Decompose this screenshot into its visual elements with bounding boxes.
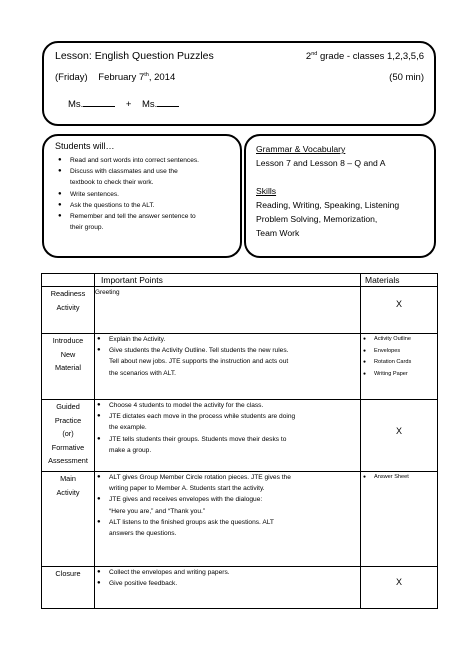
skills-line: Problem Solving, Memorization, — [256, 214, 378, 224]
teacher-two-label: Ms. — [142, 99, 158, 110]
point-item-continuation: writing paper to Member A. Students start the activity. — [109, 485, 265, 493]
points-cell — [95, 287, 361, 334]
lesson-day: (Friday) — [55, 72, 88, 84]
grammar-lessons: Lesson 7 and Lesson 8 – Q and A — [256, 158, 386, 168]
grammar-vocabulary-box — [244, 134, 436, 258]
objective-item: ● Read and sort words into correct sentences. — [56, 155, 199, 166]
materials-header: Materials — [361, 274, 438, 287]
table-row — [42, 400, 438, 472]
points-cell — [95, 400, 361, 472]
materials-cell — [361, 567, 438, 609]
label-line: Activity — [56, 487, 80, 497]
label-line: Closure — [55, 569, 81, 578]
materials-cell — [361, 334, 438, 400]
grade-number: 2 — [305, 51, 312, 63]
row-label-guided-practice — [42, 400, 95, 472]
table-row — [42, 334, 438, 400]
table-row — [42, 472, 438, 567]
points-list — [95, 472, 360, 539]
x-mark: X — [395, 577, 402, 587]
material-item: ● Envelopes — [361, 346, 437, 358]
label-line: Practice — [54, 415, 82, 425]
objective-item: ● Write sentences. — [56, 189, 199, 200]
objective-item-continuation: their group. — [70, 224, 104, 232]
teacher-one-blank — [83, 106, 115, 107]
label-line: Introduce — [52, 336, 84, 345]
x-mark: X — [395, 426, 402, 436]
label-line: Material — [55, 363, 81, 372]
points-list — [95, 400, 360, 456]
point-item-continuation: “Here you are,” and “Thank you.” — [109, 507, 206, 515]
point-item: ● ALT gives Group Member Circle rotation pieces. JTE gives the — [95, 472, 360, 483]
lesson-title-text: English Question Puzzles — [94, 50, 214, 62]
point-item-continuation: the scenarios with ALT. — [109, 369, 176, 377]
point-item-continuation: the example. — [109, 424, 147, 432]
material-item: ● Writing Paper — [361, 369, 437, 381]
date-suffix: th — [144, 72, 149, 78]
materials-cell — [361, 472, 438, 567]
skills-line: Reading, Writing, Speaking, Listening — [256, 200, 400, 210]
point-item: ● JTE dictates each move in the process while students are doing — [95, 411, 360, 422]
grade-suffix: nd — [311, 51, 318, 57]
points-cell — [95, 567, 361, 609]
label-line: Assessment — [48, 456, 88, 465]
materials-list — [361, 472, 437, 484]
points-list — [95, 567, 360, 589]
material-item: ● Answer Sheet — [361, 472, 437, 484]
point-item: ● Collect the envelopes and writing papers. — [95, 567, 360, 578]
material-item: ● Rotation Cards — [361, 357, 437, 369]
table-row — [42, 567, 438, 609]
students-will-box — [42, 134, 242, 258]
point-item-continuation: answers the questions. — [109, 530, 177, 538]
objective-item: ● Ask the questions to the ALT. — [56, 200, 199, 211]
points-cell — [95, 334, 361, 400]
lesson-title — [55, 50, 214, 62]
students-will-title: Students will… — [55, 141, 115, 151]
materials-cell — [361, 287, 438, 334]
objective-item: ● Discuss with classmates and use the — [56, 166, 199, 177]
point-item: ● Choose 4 students to model the activity for the class. — [95, 400, 360, 411]
point-item: ● Give students the Activity Outline. Tell students the new rules. — [95, 345, 360, 356]
materials-cell — [361, 400, 438, 472]
point-item: ● Explain the Activity. — [95, 334, 360, 345]
teacher-two-blank — [157, 106, 179, 107]
lesson-prefix: Lesson: — [55, 50, 95, 62]
label-line: New — [60, 349, 76, 359]
skills-title: Skills — [256, 186, 277, 196]
lesson-duration: (50 min) — [389, 72, 424, 83]
material-item: ● Activity Outline — [361, 334, 437, 346]
point-item-continuation: make a group. — [109, 446, 152, 454]
objective-item-continuation: textbook to check their work. — [70, 179, 154, 187]
materials-list — [361, 334, 437, 380]
date-year: , 2014 — [148, 72, 176, 84]
row-label-readiness — [42, 287, 95, 334]
lesson-header — [42, 41, 436, 126]
point-item: ● ALT listens to the finished groups ask the questions. ALT — [95, 517, 360, 528]
plus-sign: + — [125, 99, 132, 110]
teachers-line — [68, 99, 179, 110]
greeting-text: Greeting — [95, 289, 120, 296]
grade-info — [306, 51, 424, 62]
grade-classes: grade - classes 1,2,3,5,6 — [317, 51, 424, 63]
point-item-continuation: Tell about new jobs. JTE supports the instruction and acts out — [109, 358, 289, 366]
point-item: ● JTE tells students their groups. Students move their desks to — [95, 434, 360, 445]
lesson-plan-table — [41, 273, 438, 609]
skills-line: Team Work — [256, 228, 300, 238]
grammar-title: Grammar & Vocabulary — [256, 144, 346, 154]
points-list — [95, 334, 360, 379]
point-item: ● JTE gives and receives envelopes with the dialogue: — [95, 494, 360, 505]
important-points-header: Important Points — [95, 274, 361, 287]
students-objectives-list — [56, 155, 199, 233]
row-label-closure — [42, 567, 95, 609]
row-label-main-activity — [42, 472, 95, 567]
header-blank-cell — [42, 274, 95, 287]
row-label-introduce — [42, 334, 95, 400]
table-row — [42, 287, 438, 334]
label-line: Activity — [56, 302, 80, 312]
points-cell — [95, 472, 361, 567]
label-line: (or) — [62, 429, 74, 438]
label-line: Readiness — [50, 289, 86, 298]
point-item: ● Give positive feedback. — [95, 578, 360, 589]
label-line: Guided — [56, 402, 80, 411]
label-line: Main — [60, 474, 76, 483]
lesson-date — [55, 72, 175, 83]
table-header-row — [42, 274, 438, 287]
objective-item: ● Remember and tell the answer sentence to — [56, 211, 199, 222]
date-main: February 7 — [98, 72, 145, 84]
x-mark: X — [395, 299, 402, 309]
teacher-one-label: Ms. — [68, 99, 84, 110]
label-line: Formative — [51, 442, 85, 452]
